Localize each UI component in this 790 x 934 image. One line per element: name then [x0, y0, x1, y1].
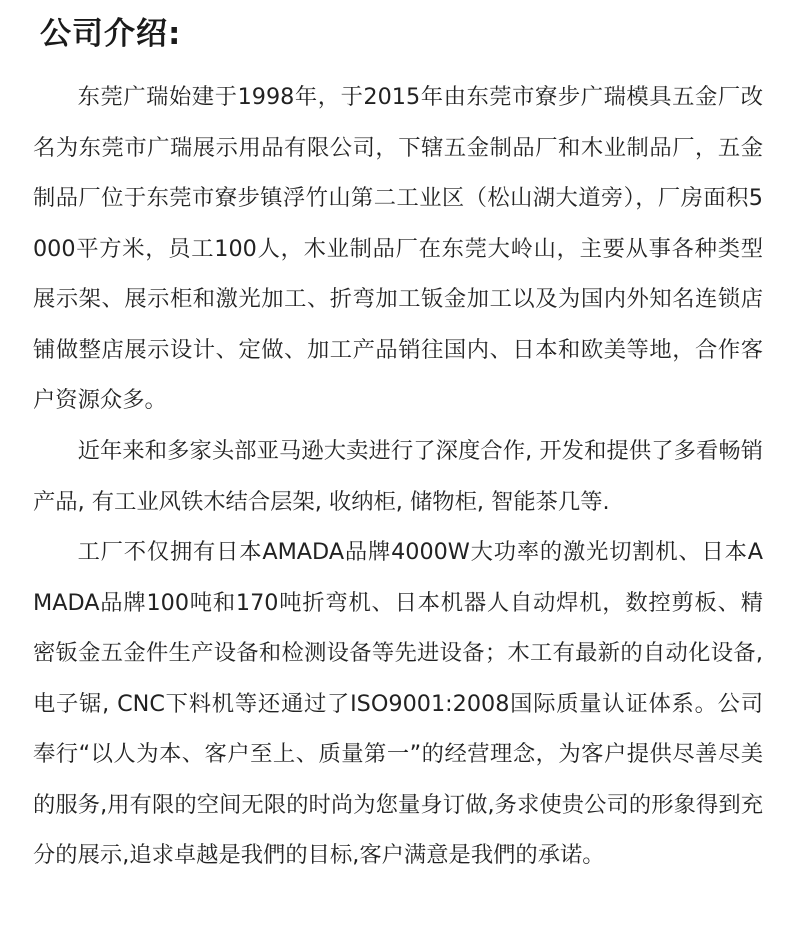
intro-paragraph-history: 东莞广瑞始建于1998年，于2015年由东莞市寮步广瑞模具五金厂改名为东莞市广瑞展示用品有限公司，下辖五金制品厂和木业制品厂，五金制品厂位于东莞市寮步镇浮竹山第二工业区（松山湖大道旁），厂房面积5000平方米，员工100人，木业制品厂在东莞大岭山，主要从事各种类型展示架、展示柜和激光加工、折弯加工钣金加工以及为国内外知名连锁店铺做整店展示设计、定做、加工产品销往国内、日本和欧美等地，合作客户资源众多。	[33, 84, 763, 413]
intro-paragraph-equipment: 工厂不仅拥有日本AMADA品牌4000W大功率的激光切割机、日本AMADA品牌100吨和170吨折弯机、日本机器人自动焊机，数控剪板、精密钣金五金件生产设备和检测设备等先进设备；木工有最新的自动化设备, 电子锯, CNC下料机等还通过了ISO9001:2008国际质量认证体系。公司奉行“以人为本、客户至上、质量第一”的经营理念，为客户提供尽善尽美的服务,用有限的空间无限的时尚为您量身订做,务求使贵公司的形象得到充分的展示,追求卓越是我們的目标,客户满意是我們的承诺。	[33, 539, 763, 868]
intro-paragraph-partners: 近年来和多家头部亚马逊大卖进行了深度合作, 开发和提供了多看畅销产品, 有工业风铁木结合层架, 收纳柜, 储物柜, 智能茶几等.	[33, 438, 763, 515]
page-title: 公司介绍:	[40, 16, 182, 52]
